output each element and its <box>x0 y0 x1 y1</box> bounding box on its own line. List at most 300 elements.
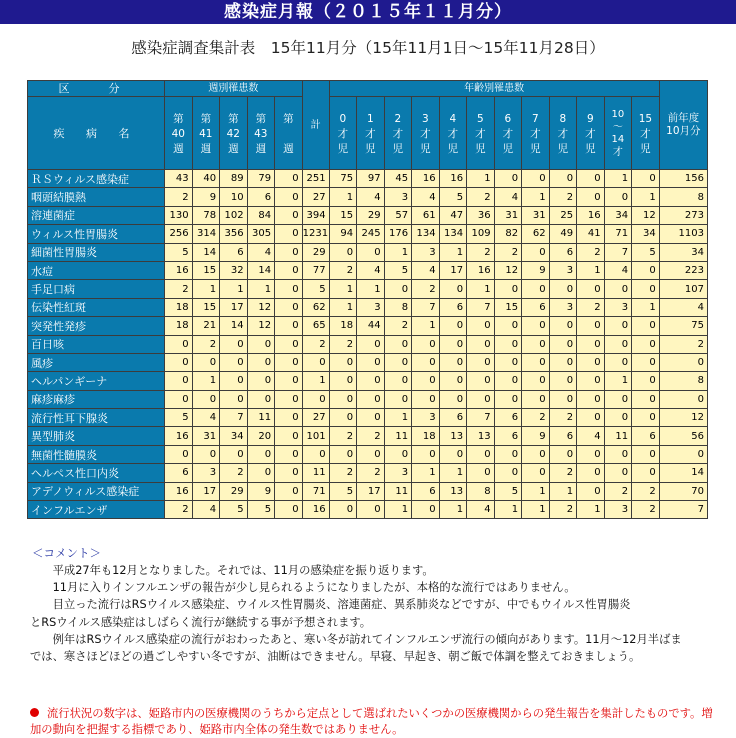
count-cell: 1 <box>522 501 550 519</box>
count-cell: 0 <box>275 353 303 371</box>
count-cell: 6 <box>549 427 577 445</box>
count-cell: 0 <box>632 335 660 353</box>
count-cell: 101 <box>302 427 329 445</box>
count-cell: 1 <box>522 188 550 206</box>
count-cell: 0 <box>604 445 632 463</box>
table-row <box>28 170 708 188</box>
count-cell: 0 <box>439 317 467 335</box>
count-cell: 32 <box>220 261 248 279</box>
count-cell: 17 <box>439 261 467 279</box>
count-cell: 17 <box>220 298 248 316</box>
count-cell: 21 <box>192 317 220 335</box>
count-cell: 0 <box>220 335 248 353</box>
count-cell: 0 <box>302 353 329 371</box>
count-cell: 29 <box>302 243 329 261</box>
count-cell: 14 <box>192 243 220 261</box>
count-cell: 1 <box>522 482 550 500</box>
count-cell: 0 <box>357 501 385 519</box>
count-cell: 43 <box>165 170 193 188</box>
count-cell: 0 <box>412 445 440 463</box>
count-cell: 61 <box>412 206 440 224</box>
count-cell: 7 <box>604 243 632 261</box>
count-cell: 34 <box>220 427 248 445</box>
count-cell: 0 <box>632 390 660 408</box>
age-col-header: 15 才 児 <box>632 97 660 170</box>
count-cell: 0 <box>549 335 577 353</box>
count-cell: 0 <box>494 445 522 463</box>
age-col-header: 4 才 児 <box>439 97 467 170</box>
comment-paragraph: 11月に入りインフルエンザの報告が少し見られるようになりましたが、本格的な流行ではありません。 <box>52 581 576 595</box>
prev-year-header: 前年度 10月分 <box>659 81 707 170</box>
count-cell: 0 <box>632 464 660 482</box>
count-cell: 44 <box>357 317 385 335</box>
count-cell: 2 <box>549 409 577 427</box>
disease-name: ヘルパンギーナ <box>28 372 165 390</box>
count-cell: 14 <box>247 261 275 279</box>
table-row <box>28 445 708 463</box>
count-cell: 97 <box>357 170 385 188</box>
count-cell: 0 <box>659 353 707 371</box>
count-cell: 15 <box>192 298 220 316</box>
table-row <box>28 372 708 390</box>
count-cell: 0 <box>549 317 577 335</box>
count-cell: 11 <box>247 409 275 427</box>
count-cell: 17 <box>192 482 220 500</box>
count-cell: 14 <box>220 317 248 335</box>
count-cell: 0 <box>604 335 632 353</box>
count-cell: 4 <box>604 261 632 279</box>
table-row <box>28 188 708 206</box>
count-cell: 0 <box>165 445 193 463</box>
count-cell: 82 <box>494 225 522 243</box>
count-cell: 0 <box>577 445 605 463</box>
age-col-header: 10 ～ 14 才 <box>604 97 632 170</box>
count-cell: 1 <box>302 372 329 390</box>
comment-paragraph: 目立った流行はRSウイルス感染症、ウイルス性胃腸炎、溶連菌症、異系肺炎などですが、中でもウイルス性胃腸炎 <box>52 598 631 612</box>
count-cell: 0 <box>577 280 605 298</box>
age-col-header: 3 才 児 <box>412 97 440 170</box>
count-cell: 0 <box>577 170 605 188</box>
count-cell: 0 <box>522 390 550 408</box>
count-cell: 16 <box>165 261 193 279</box>
disease-name: 突発性発疹 <box>28 317 165 335</box>
data-note <box>30 706 716 737</box>
count-cell: 0 <box>412 372 440 390</box>
count-cell: 0 <box>494 464 522 482</box>
count-cell: 6 <box>165 464 193 482</box>
count-cell: 78 <box>192 206 220 224</box>
count-cell: 0 <box>329 353 357 371</box>
week-col-header: 第 週 <box>275 97 303 170</box>
count-cell: 2 <box>659 335 707 353</box>
disease-name: 溶連菌症 <box>28 206 165 224</box>
comment-paragraph: とRSウイルス感染症はしばらく流行が継続する事が予想されます。 <box>30 615 372 629</box>
count-cell: 18 <box>329 317 357 335</box>
count-cell: 4 <box>247 243 275 261</box>
count-cell: 102 <box>220 206 248 224</box>
count-cell: 0 <box>632 170 660 188</box>
count-cell: 0 <box>275 317 303 335</box>
table-row <box>28 390 708 408</box>
count-cell: 1 <box>577 261 605 279</box>
disease-header: 疾 病 名 <box>28 97 165 170</box>
count-cell: 305 <box>247 225 275 243</box>
count-cell: 0 <box>549 170 577 188</box>
count-cell: 7 <box>467 298 495 316</box>
count-cell: 0 <box>220 445 248 463</box>
count-cell: 6 <box>439 298 467 316</box>
count-cell: 75 <box>329 170 357 188</box>
count-cell: 4 <box>659 298 707 316</box>
count-cell: 1 <box>357 280 385 298</box>
comment-heading: ＜コメント＞ <box>32 546 101 560</box>
count-cell: 6 <box>220 243 248 261</box>
count-cell: 245 <box>357 225 385 243</box>
count-cell: 0 <box>412 353 440 371</box>
count-cell: 15 <box>329 206 357 224</box>
count-cell: 0 <box>275 243 303 261</box>
count-cell: 0 <box>632 317 660 335</box>
count-cell: 12 <box>494 261 522 279</box>
count-cell: 0 <box>577 317 605 335</box>
count-cell: 10 <box>220 188 248 206</box>
disease-name: 風疹 <box>28 353 165 371</box>
count-cell: 11 <box>384 482 412 500</box>
count-cell: 107 <box>659 280 707 298</box>
count-cell: 3 <box>357 298 385 316</box>
count-cell: 71 <box>604 225 632 243</box>
table-subtitle: 感染症調査集計表 15年11月分（15年11月1日～15年11月28日） <box>131 39 605 57</box>
count-cell: 0 <box>165 372 193 390</box>
count-cell: 0 <box>357 335 385 353</box>
count-cell: 0 <box>632 261 660 279</box>
count-cell: 0 <box>165 335 193 353</box>
count-cell: 0 <box>577 482 605 500</box>
count-cell: 0 <box>494 335 522 353</box>
count-cell: 2 <box>522 409 550 427</box>
count-cell: 2 <box>192 335 220 353</box>
count-cell: 273 <box>659 206 707 224</box>
count-cell: 1231 <box>302 225 329 243</box>
count-cell: 29 <box>220 482 248 500</box>
count-cell: 16 <box>412 170 440 188</box>
count-cell: 0 <box>275 298 303 316</box>
count-cell: 1 <box>247 280 275 298</box>
count-cell: 0 <box>357 409 385 427</box>
count-cell: 25 <box>549 206 577 224</box>
count-cell: 94 <box>329 225 357 243</box>
count-cell: 2 <box>165 280 193 298</box>
count-cell: 3 <box>604 501 632 519</box>
count-cell: 0 <box>604 464 632 482</box>
count-cell: 62 <box>522 225 550 243</box>
count-cell: 2 <box>494 243 522 261</box>
count-cell: 2 <box>467 188 495 206</box>
count-cell: 1 <box>220 280 248 298</box>
count-cell: 3 <box>549 298 577 316</box>
age-col-header: 0 才 児 <box>329 97 357 170</box>
count-cell: 0 <box>302 445 329 463</box>
count-cell: 0 <box>275 445 303 463</box>
count-cell: 11 <box>384 427 412 445</box>
count-cell: 0 <box>439 445 467 463</box>
count-cell: 2 <box>384 317 412 335</box>
disease-name: 百日咳 <box>28 335 165 353</box>
count-cell: 1 <box>439 501 467 519</box>
age-col-header: 2 才 児 <box>384 97 412 170</box>
count-cell: 0 <box>302 390 329 408</box>
disease-name: ヘルペス性口内炎 <box>28 464 165 482</box>
count-cell: 1 <box>192 280 220 298</box>
count-cell: 13 <box>439 482 467 500</box>
count-cell: 0 <box>220 353 248 371</box>
table-row <box>28 280 708 298</box>
count-cell: 251 <box>302 170 329 188</box>
count-cell: 5 <box>302 280 329 298</box>
count-cell: 0 <box>522 170 550 188</box>
count-cell: 2 <box>302 335 329 353</box>
count-cell: 1 <box>604 170 632 188</box>
count-cell: 0 <box>275 335 303 353</box>
count-cell: 256 <box>165 225 193 243</box>
count-cell: 1103 <box>659 225 707 243</box>
count-cell: 40 <box>192 170 220 188</box>
count-cell: 36 <box>467 206 495 224</box>
age-col-header: 9 才 児 <box>577 97 605 170</box>
count-cell: 5 <box>384 261 412 279</box>
count-cell: 2 <box>577 298 605 316</box>
count-cell: 130 <box>165 206 193 224</box>
disease-name: インフルエンザ <box>28 501 165 519</box>
count-cell: 4 <box>494 188 522 206</box>
count-cell: 0 <box>522 353 550 371</box>
count-cell: 5 <box>220 501 248 519</box>
count-cell: 2 <box>549 501 577 519</box>
week-col-header: 第 42 週 <box>220 97 248 170</box>
count-cell: 0 <box>412 390 440 408</box>
count-cell: 4 <box>192 409 220 427</box>
count-cell: 15 <box>192 261 220 279</box>
count-cell: 0 <box>275 409 303 427</box>
count-cell: 18 <box>165 317 193 335</box>
count-cell: 13 <box>439 427 467 445</box>
count-cell: 1 <box>439 464 467 482</box>
count-cell: 2 <box>632 482 660 500</box>
count-cell: 3 <box>412 409 440 427</box>
count-cell: 0 <box>467 353 495 371</box>
count-cell: 134 <box>439 225 467 243</box>
count-cell: 8 <box>384 298 412 316</box>
count-cell: 15 <box>494 298 522 316</box>
count-cell: 0 <box>577 390 605 408</box>
count-cell: 0 <box>275 501 303 519</box>
count-cell: 3 <box>604 298 632 316</box>
count-cell: 0 <box>329 372 357 390</box>
count-cell: 84 <box>247 206 275 224</box>
table-row <box>28 427 708 445</box>
disease-name: ウィルス性胃腸炎 <box>28 225 165 243</box>
count-cell: 27 <box>302 188 329 206</box>
count-cell: 16 <box>439 170 467 188</box>
count-cell: 0 <box>384 390 412 408</box>
count-cell: 4 <box>467 501 495 519</box>
count-cell: 0 <box>549 445 577 463</box>
table-row <box>28 409 708 427</box>
table-row <box>28 464 708 482</box>
count-cell: 0 <box>192 390 220 408</box>
kubun-header: 区 分 <box>28 81 165 97</box>
count-cell: 14 <box>659 464 707 482</box>
count-cell: 0 <box>604 353 632 371</box>
count-cell: 12 <box>247 298 275 316</box>
count-cell: 0 <box>467 372 495 390</box>
count-cell: 41 <box>577 225 605 243</box>
count-cell: 2 <box>165 501 193 519</box>
count-cell: 0 <box>632 372 660 390</box>
count-cell: 2 <box>329 427 357 445</box>
count-cell: 0 <box>247 464 275 482</box>
count-cell: 0 <box>329 501 357 519</box>
count-cell: 0 <box>494 390 522 408</box>
disease-name: 麻疹麻疹 <box>28 390 165 408</box>
page-banner: 感染症月報（２０１５年１１月分） <box>0 0 736 24</box>
count-cell: 0 <box>384 372 412 390</box>
count-cell: 7 <box>412 298 440 316</box>
count-cell: 49 <box>549 225 577 243</box>
table-row <box>28 261 708 279</box>
count-cell: 89 <box>220 170 248 188</box>
disease-name: 流行性耳下腺炎 <box>28 409 165 427</box>
count-cell: 0 <box>439 390 467 408</box>
count-cell: 0 <box>220 390 248 408</box>
count-cell: 1 <box>467 170 495 188</box>
count-cell: 5 <box>632 243 660 261</box>
count-cell: 0 <box>165 353 193 371</box>
count-cell: 0 <box>439 335 467 353</box>
count-cell: 77 <box>302 261 329 279</box>
count-cell: 5 <box>329 482 357 500</box>
count-cell: 0 <box>247 353 275 371</box>
week-col-header: 第 43 週 <box>247 97 275 170</box>
table-row <box>28 501 708 519</box>
total-header: 計 <box>302 81 329 170</box>
count-cell: 0 <box>220 372 248 390</box>
count-cell: 2 <box>357 427 385 445</box>
count-cell: 1 <box>439 243 467 261</box>
count-cell: 2 <box>604 482 632 500</box>
disease-name: 伝染性紅斑 <box>28 298 165 316</box>
count-cell: 0 <box>247 445 275 463</box>
count-cell: 2 <box>165 188 193 206</box>
count-cell: 4 <box>192 501 220 519</box>
count-cell: 31 <box>192 427 220 445</box>
count-cell: 6 <box>412 482 440 500</box>
infection-table <box>27 80 708 519</box>
count-cell: 1 <box>549 482 577 500</box>
count-cell: 0 <box>494 317 522 335</box>
count-cell: 16 <box>165 427 193 445</box>
count-cell: 5 <box>165 243 193 261</box>
table-row <box>28 243 708 261</box>
week-col-header: 第 41 週 <box>192 97 220 170</box>
count-cell: 5 <box>247 501 275 519</box>
count-cell: 45 <box>384 170 412 188</box>
count-cell: 0 <box>329 409 357 427</box>
count-cell: 223 <box>659 261 707 279</box>
count-cell: 9 <box>247 482 275 500</box>
count-cell: 79 <box>247 170 275 188</box>
disease-name: アデノウィルス感染症 <box>28 482 165 500</box>
count-cell: 0 <box>549 280 577 298</box>
count-cell: 12 <box>632 206 660 224</box>
count-cell: 1 <box>632 298 660 316</box>
count-cell: 0 <box>494 170 522 188</box>
table-row <box>28 298 708 316</box>
count-cell: 0 <box>275 464 303 482</box>
count-cell: 2 <box>357 464 385 482</box>
table-row <box>28 482 708 500</box>
count-cell: 6 <box>522 298 550 316</box>
count-cell: 1 <box>192 372 220 390</box>
table-row <box>28 335 708 353</box>
count-cell: 0 <box>247 390 275 408</box>
count-cell: 9 <box>192 188 220 206</box>
disease-name: 細菌性胃腸炎 <box>28 243 165 261</box>
count-cell: 12 <box>247 317 275 335</box>
count-cell: 0 <box>275 261 303 279</box>
count-cell: 0 <box>357 390 385 408</box>
count-cell: 0 <box>357 243 385 261</box>
count-cell: 2 <box>329 464 357 482</box>
count-cell: 0 <box>577 372 605 390</box>
count-cell: 75 <box>659 317 707 335</box>
disease-name: ＲＳウィルス感染症 <box>28 170 165 188</box>
count-cell: 0 <box>577 335 605 353</box>
count-cell: 0 <box>384 353 412 371</box>
count-cell: 6 <box>494 409 522 427</box>
count-cell: 0 <box>604 280 632 298</box>
count-cell: 0 <box>357 353 385 371</box>
count-cell: 0 <box>247 372 275 390</box>
count-cell: 34 <box>604 206 632 224</box>
count-cell: 8 <box>467 482 495 500</box>
count-cell: 2 <box>329 335 357 353</box>
count-cell: 5 <box>439 188 467 206</box>
count-cell: 3 <box>549 261 577 279</box>
age-col-header: 7 才 児 <box>522 97 550 170</box>
count-cell: 4 <box>357 188 385 206</box>
count-cell: 0 <box>384 335 412 353</box>
count-cell: 16 <box>165 482 193 500</box>
count-cell: 394 <box>302 206 329 224</box>
count-cell: 0 <box>329 243 357 261</box>
count-cell: 47 <box>439 206 467 224</box>
count-cell: 1 <box>329 188 357 206</box>
count-cell: 7 <box>220 409 248 427</box>
count-cell: 0 <box>329 445 357 463</box>
count-cell: 0 <box>577 353 605 371</box>
count-cell: 0 <box>357 372 385 390</box>
age-col-header: 5 才 児 <box>467 97 495 170</box>
count-cell: 18 <box>412 427 440 445</box>
count-cell: 0 <box>604 317 632 335</box>
count-cell: 27 <box>302 409 329 427</box>
count-cell: 65 <box>302 317 329 335</box>
count-cell: 34 <box>632 225 660 243</box>
count-cell: 0 <box>439 372 467 390</box>
count-cell: 0 <box>412 501 440 519</box>
count-cell: 1 <box>384 409 412 427</box>
